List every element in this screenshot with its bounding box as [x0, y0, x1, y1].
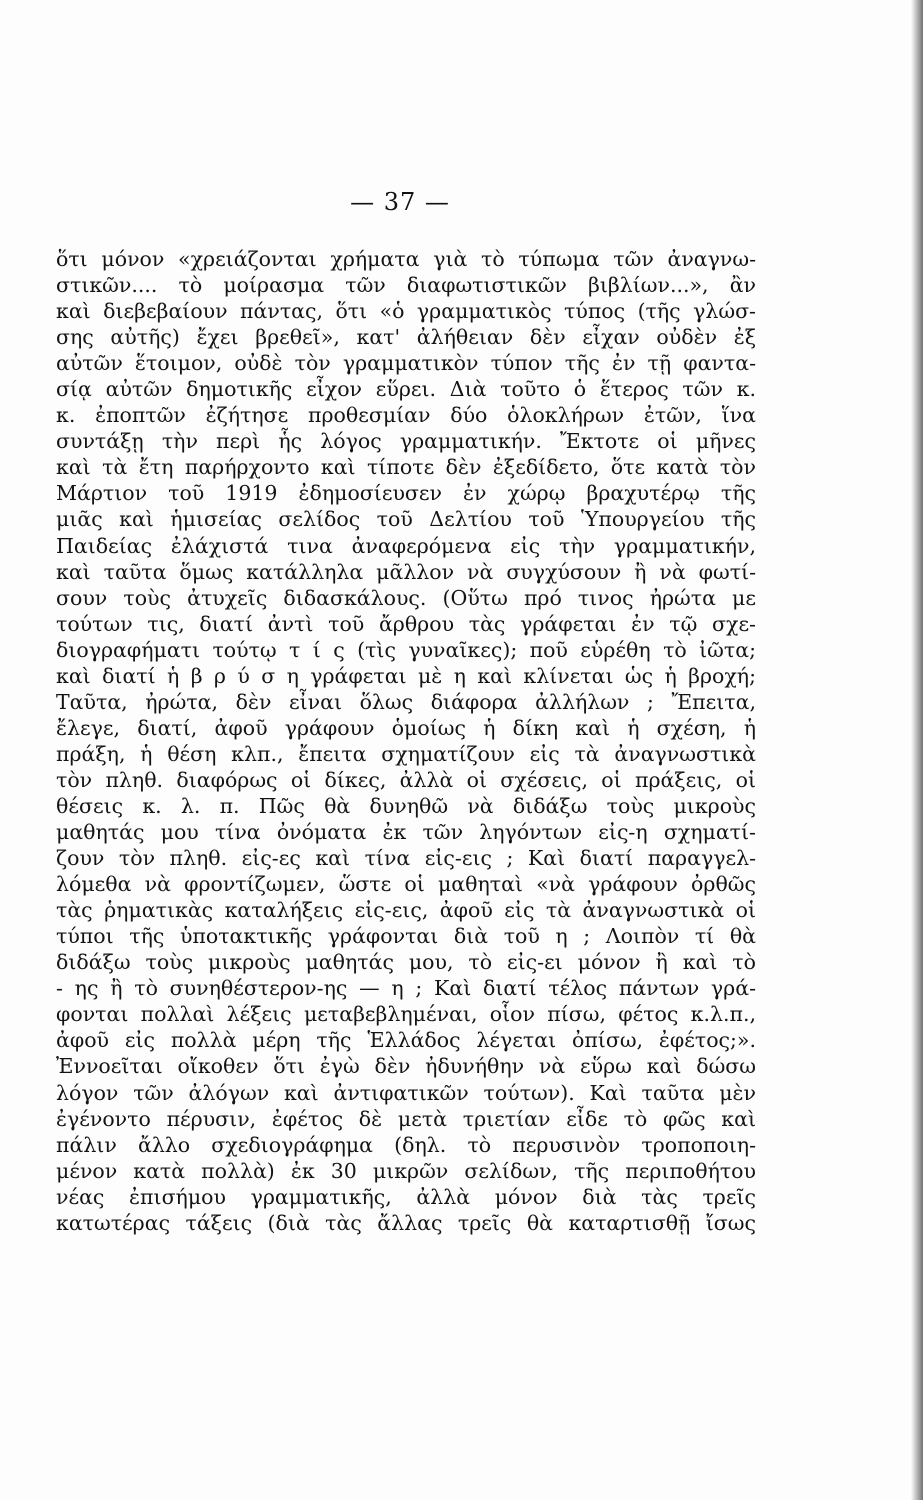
- text-line-31: ἀφοῦ εἰς πολλὰ μέρη τῆς Ἑλλάδος λέγεται ὀπίσω, ἐφέτος;».: [56, 1028, 756, 1053]
- page-body-text: [56, 246, 756, 1236]
- text-line-23: μαθητάς μου τίνα ὀνόματα ἐκ τῶν ληγόντων εἰς-η σχηματί-: [56, 820, 756, 845]
- text-line-15: τούτων τις, διατί ἀντὶ τοῦ ἄρθρου τὰς γράφεται ἐν τῷ σχε-: [56, 611, 756, 636]
- text-line-9: καὶ τὰ ἔτη παρήρχοντο καὶ τίποτε δὲν ἐξεδίδετο, ὅτε κατὰ τὸν: [56, 455, 756, 480]
- text-line-12: Παιδείας ἐλάχιστά τινα ἀναφερόμενα εἰς τὴν γραμματικήν,: [56, 533, 756, 558]
- text-line-5: αὐτῶν ἕτοιμον, οὐδὲ τὸν γραμματικὸν τύπον τῆς ἐν τῇ φαντα-: [56, 351, 756, 376]
- text-line-29: - ης ἢ τὸ συνηθέστερον-ης — η ; Καὶ διατί τέλος πάντων γρά-: [56, 976, 756, 1001]
- text-line-19: ἔλεγε, διατί, ἀφοῦ γράφουν ὁμοίως ἡ δίκη καὶ ἡ σχέση, ἡ: [56, 715, 756, 740]
- text-line-4: σης αὐτῆς) ἔχει βρεθεῖ», κατ' ἀλήθειαν δὲν εἶχαν οὐδὲν ἐξ: [56, 325, 756, 350]
- text-line-38: κατωτέρας τάξεις (διὰ τὰς ἄλλας τρεῖς θὰ καταρτισθῇ ἴσως: [56, 1210, 756, 1235]
- text-line-35: πάλιν ἄλλο σχεδιογράφημα (δηλ. τὸ περυσινὸν τροποποιη-: [56, 1132, 756, 1157]
- text-line-32: Ἐννοεῖται οἴκοθεν ὅτι ἐγὼ δὲν ἠδυνήθην νὰ εὕρω καὶ δώσω: [56, 1054, 756, 1079]
- text-line-2: στικῶν.... τὸ μοίρασμα τῶν διαφωτιστικῶν βιβλίων...», ἂν: [56, 273, 756, 298]
- text-line-21: τὸν πληθ. διαφόρως οἱ δίκες, ἀλλὰ οἱ σχέσεις, οἱ πράξεις, οἱ: [56, 767, 756, 792]
- text-line-36: μένον κατὰ πολλὰ) ἐκ 30 μικρῶν σελίδων, τῆς περιποθήτου: [56, 1158, 756, 1183]
- text-line-16: διογραφήματι τούτῳ τ ί ς (τὶς γυναῖκες); ποῦ εὑρέθη τὸ ἰῶτα;: [56, 637, 756, 662]
- text-line-22: θέσεις κ. λ. π. Πῶς θὰ δυνηθῶ νὰ διδάξω τοὺς μικροὺς: [56, 793, 756, 818]
- text-line-14: σουν τοὺς ἀτυχεῖς διδασκάλους. (Οὕτω πρό τινος ἠρώτα με: [56, 585, 756, 610]
- text-line-3: καὶ διεβεβαίουν πάντας, ὅτι «ὁ γραμματικὸς τύπος (τῆς γλώσ-: [56, 299, 756, 324]
- text-line-33: λόγον τῶν ἀλόγων καὶ ἀντιφατικῶν τούτων). Καὶ ταῦτα μὲν: [56, 1080, 756, 1105]
- text-line-7: κ. ἐποπτῶν ἐζήτησε προθεσμίαν δύο ὁλοκλήρων ἐτῶν, ἵνα: [56, 403, 756, 428]
- text-line-27: τύποι τῆς ὑποτακτικῆς γράφονται διὰ τοῦ η ; Λοιπὸν τί θὰ: [56, 924, 756, 949]
- text-line-24: ζουν τὸν πληθ. εἰς-ες καὶ τίνα εἰς-εις ; Καὶ διατί παραγγελ-: [56, 846, 756, 871]
- text-line-17: καὶ διατί ἡ β ρ ύ σ η γράφεται μὲ η καὶ κλίνεται ὡς ἡ βροχή;: [56, 663, 756, 688]
- text-line-18: Ταῦτα, ἠρώτα, δὲν εἶναι ὅλως διάφορα ἀλλήλων ; Ἔπειτα,: [56, 689, 756, 714]
- text-line-25: λόμεθα νὰ φροντίζωμεν, ὥστε οἱ μαθηταὶ «νὰ γράφουν ὀρθῶς: [56, 872, 756, 897]
- text-line-30: φονται πολλαὶ λέξεις μεταβεβλημέναι, οἷον πίσω, φέτος κ.λ.π.,: [56, 1002, 756, 1027]
- text-line-28: διδάξω τοὺς μικροὺς μαθητάς μου, τὸ εἰς-ει μόνον ἢ καὶ τὸ: [56, 950, 756, 975]
- text-line-6: σίᾳ αὐτῶν δημοτικῆς εἶχον εὕρει. Διὰ τοῦτο ὁ ἕτερος τῶν κ.: [56, 377, 756, 402]
- text-line-8: συντάξῃ τὴν περὶ ἧς λόγος γραμματικήν. Ἔκτοτε οἱ μῆνες: [56, 429, 756, 454]
- page-number: — 37 —: [350, 188, 450, 216]
- text-line-13: καὶ ταῦτα ὅμως κατάλληλα μᾶλλον νὰ συγχύσουν ἢ νὰ φωτί-: [56, 559, 756, 584]
- text-line-1: ὅτι μόνον «χρειάζονται χρήματα γιὰ τὸ τύπωμα τῶν ἀναγνω-: [56, 247, 756, 271]
- text-line-37: νέας ἐπισήμου γραμματικῆς, ἀλλὰ μόνον διὰ τὰς τρεῖς: [56, 1184, 756, 1209]
- text-line-11: μιᾶς καὶ ἡμισείας σελίδος τοῦ Δελτίου τοῦ Ὑπουργείου τῆς: [56, 507, 756, 532]
- page-edge-shadow: [911, 0, 923, 1500]
- text-line-10: Μάρτιον τοῦ 1919 ἐδημοσίευσεν ἐν χώρῳ βραχυτέρῳ τῆς: [56, 481, 756, 506]
- text-line-26: τὰς ῥηματικὰς καταλήξεις εἰς-εις, ἀφοῦ εἰς τὰ ἀναγνωστικὰ οἱ: [56, 898, 756, 923]
- text-line-34: ἐγένοντο πέρυσιν, ἐφέτος δὲ μετὰ τριετίαν εἶδε τὸ φῶς καὶ: [56, 1106, 756, 1131]
- text-line-20: πράξη, ἡ θέση κλπ., ἔπειτα σχηματίζουν εἰς τὰ ἀναγνωστικὰ: [56, 741, 756, 766]
